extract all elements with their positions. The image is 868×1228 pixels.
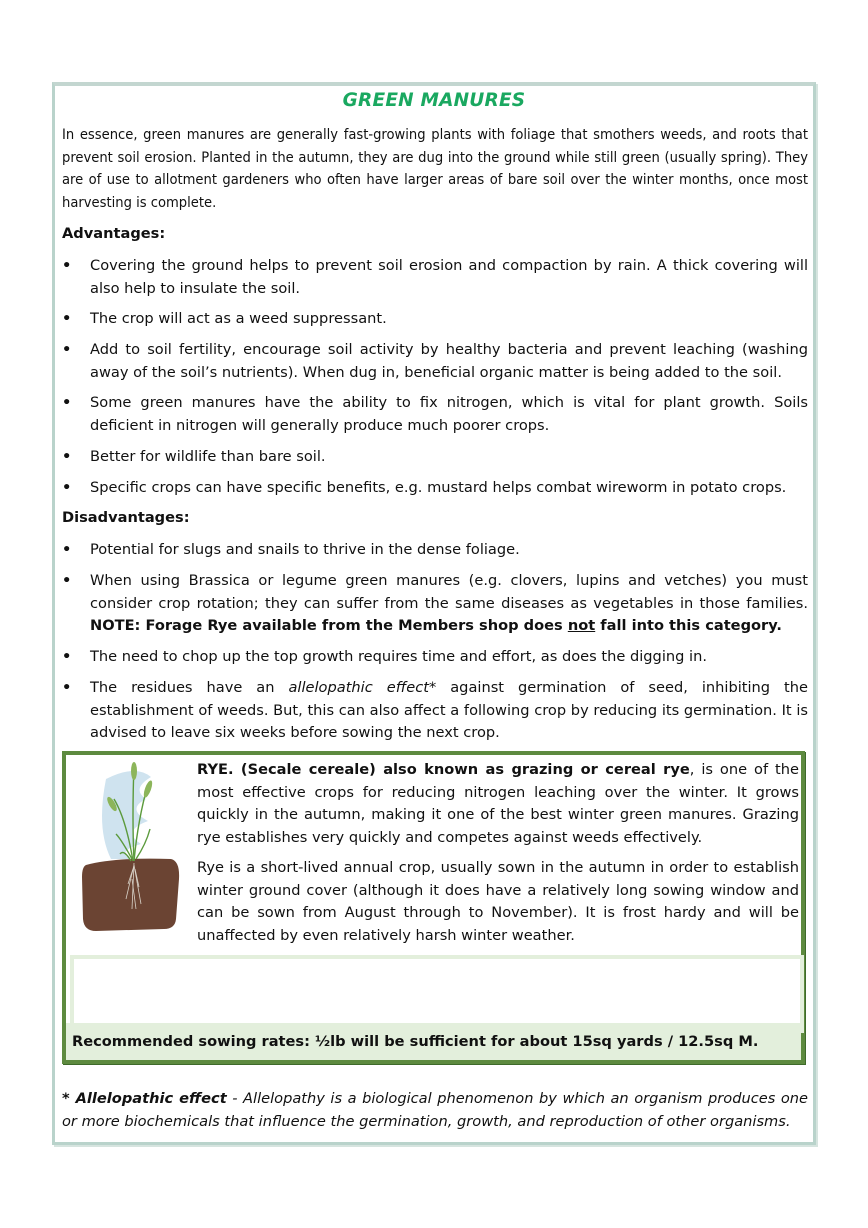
intro-paragraph: In essence, green manures are generally fast-growing plants with foliage that smothers weeds, and roots that prevent soil erosion. Planted in the autumn, they are dug into the ground while still green (usually spring). They are of use to allotment gardeners who often have larger areas of bare soil over the winter months, once most harvesting is complete.	[62, 126, 808, 211]
bullet-icon: •	[62, 572, 72, 589]
bullet-icon: •	[62, 257, 72, 274]
rye-info-box	[62, 751, 805, 1064]
disadvantages-heading: Disadvantages:	[62, 509, 190, 526]
bullet-icon: •	[62, 448, 72, 465]
sowing-rate-text: Recommended sowing rates: ½lb will be sufficient for about 15sq yards / 12.5sq M.	[72, 1033, 759, 1050]
bullet-icon: •	[62, 341, 72, 358]
bullet-icon: •	[62, 310, 72, 327]
page-title: GREEN MANURES	[342, 90, 526, 111]
advantages-heading: Advantages:	[62, 225, 166, 242]
bullet-icon: •	[62, 679, 72, 696]
bullet-icon: •	[62, 541, 72, 558]
sowing-rate-bar	[66, 1023, 801, 1060]
blank-panel	[70, 955, 804, 1033]
rye-plant-illustration	[76, 759, 196, 939]
footnote-term: * Allelopathic effect	[62, 1090, 227, 1107]
footnote: * Allelopathic effect - Allelopathy is a biological phenomenon by which an organism produces one or more biochemicals that influence the germination, growth, and reproduction of other organisms.	[62, 1090, 808, 1130]
bullet-icon: •	[62, 648, 72, 665]
bullet-icon: •	[62, 479, 72, 496]
allelopathic-term: allelopathic effect*	[288, 679, 437, 696]
bullet-icon: •	[62, 394, 72, 411]
forage-rye-note: NOTE: Forage Rye available from the Members shop does not fall into this category.	[90, 617, 782, 634]
rye-description: RYE. (Secale cereale) also known as grazing or cereal rye, is one of the most effective crops for reducing nitrogen leaching over the winter. It grows quickly in the autumn, making it one of the best winter green manures. Grazing rye establishes very quickly and competes against weeds effectively. Rye is a short-lived annual crop, usually sown in the autumn in order to establish winter ground cover (although it does have a relatively long sowing window and can be sown from August through to November). It is frost hardy and will be unaffected by even relatively harsh winter weather.	[197, 761, 799, 944]
